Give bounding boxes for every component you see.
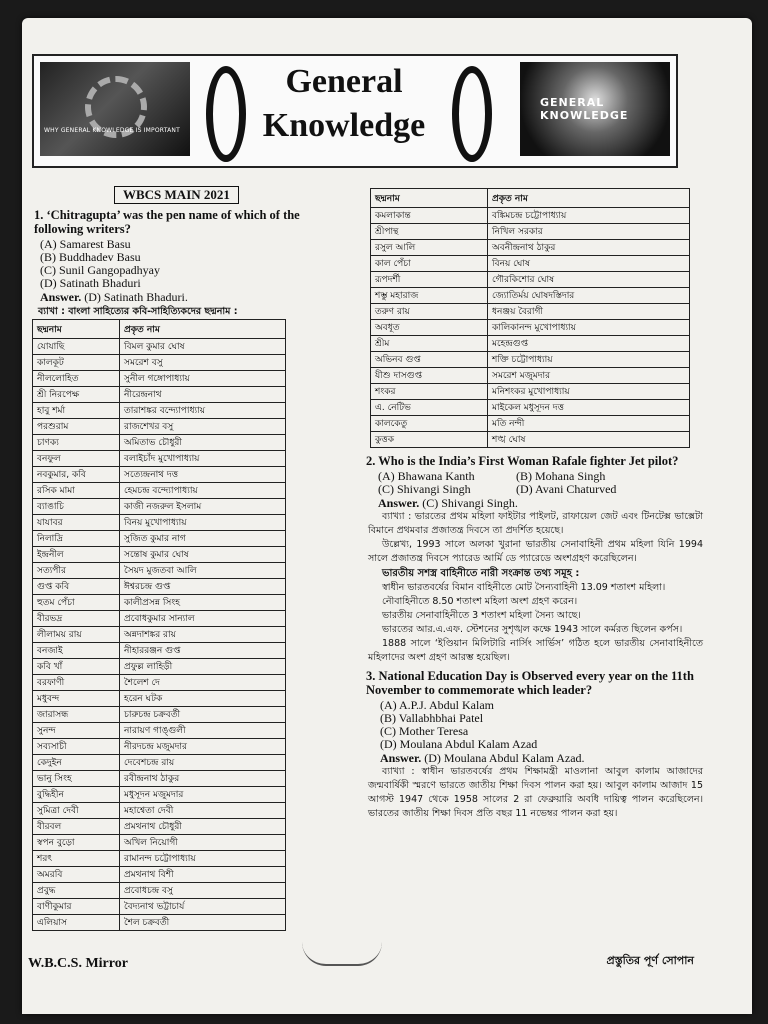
gk-head-image <box>40 62 190 156</box>
pen-name-table-left <box>32 319 286 931</box>
pen-name-cell: ইন্দ্রনীল <box>33 547 120 563</box>
table-row <box>33 803 286 819</box>
pen-name-cell: বনফুল <box>33 451 120 467</box>
right-column <box>362 188 707 821</box>
table-row <box>33 435 286 451</box>
magazine-page <box>22 18 752 1014</box>
real-name-cell: দেবেশচন্দ্র রায় <box>120 755 286 771</box>
pen-name-cell: অভিনব গুপ্ত <box>371 352 488 368</box>
pen-name-cell: রূপদর্শী <box>371 272 488 288</box>
real-name-cell: তারাশঙ্কর বন্দ্যোপাধ্যায় <box>120 403 286 419</box>
real-name-cell: শৈলেশ দে <box>120 675 286 691</box>
table-row <box>33 467 286 483</box>
table-header: প্রকৃত নাম <box>120 320 286 339</box>
real-name-cell: নারায়ণ গাঙ্গুলী <box>120 723 286 739</box>
table-row <box>33 739 286 755</box>
pen-name-cell: কাল পেঁচা <box>371 256 488 272</box>
footer-magazine-name: W.B.C.S. Mirror <box>28 956 128 971</box>
real-name-cell: নিখিল সরকার <box>488 224 690 240</box>
pen-name-cell: বীরভদ্র <box>33 611 120 627</box>
real-name-cell: কালিকানন্দ মুখোপাধ্যায় <box>488 320 690 336</box>
real-name-cell: রামানন্দ চট্টোপাধ্যায় <box>120 851 286 867</box>
table-row <box>33 851 286 867</box>
q3-option-b: (B) Vallabhbhai Patel <box>380 711 484 725</box>
real-name-cell: ঈশ্বরচন্দ্র গুপ্ত <box>120 579 286 595</box>
table-row <box>371 368 690 384</box>
real-name-cell: সত্যেন্দ্রনাথ দত্ত <box>120 467 286 483</box>
pen-name-cell: কমলাকান্ত <box>371 208 488 224</box>
pen-name-cell: স্বপন বুড়ো <box>33 835 120 851</box>
table-row <box>371 288 690 304</box>
table-row <box>33 787 286 803</box>
q2-option-c: (C) Shivangi Singh <box>378 482 471 496</box>
table-row <box>33 595 286 611</box>
real-name-cell: সমরেশ বসু <box>120 355 286 371</box>
q1-option-b: (B) Buddhadev Basu <box>40 250 141 264</box>
q2-options <box>378 470 707 496</box>
table-row <box>33 547 286 563</box>
real-name-cell: চারুচন্দ্র চক্রবর্তী <box>120 707 286 723</box>
exam-tag: WBCS MAIN 2021 <box>114 186 239 204</box>
real-name-cell: কাজী নজরুল ইসলাম <box>120 499 286 515</box>
real-name-cell: শৈল চক্রবর্তী <box>120 915 286 931</box>
footer-ornament <box>302 942 382 966</box>
real-name-cell: রাজশেখর বসু <box>120 419 286 435</box>
real-name-cell: শঙ্খ ঘোষ <box>488 432 690 448</box>
table-row <box>371 208 690 224</box>
table-row <box>371 256 690 272</box>
table-row <box>33 563 286 579</box>
q3-option-d: (D) Moulana Abdul Kalam Azad <box>380 737 538 751</box>
real-name-cell: সৈয়দ মুজতবা আলি <box>120 563 286 579</box>
pen-name-cell: কুত্তক <box>371 432 488 448</box>
table-row <box>33 723 286 739</box>
table-row <box>33 867 286 883</box>
pen-name-cell: হুতম পেঁচা <box>33 595 120 611</box>
q2-option-d: (D) Avani Chaturved <box>516 482 617 496</box>
table-row <box>371 240 690 256</box>
table-row <box>371 384 690 400</box>
real-name-cell: মহাশ্বেতা দেবী <box>120 803 286 819</box>
real-name-cell: বিমল কুমার ঘোষ <box>120 339 286 355</box>
real-name-cell: মাইকেল মধুসূদন দত্ত <box>488 400 690 416</box>
pen-name-cell: যাযাবর <box>33 515 120 531</box>
q3-explanation: ব্যাখ্যা : স্বাধীন ভারতবর্ষের প্রথম শিক্ষামন্ত্রী মাওলানা আবুল কালাম আজাদের জন্মবার্ষিকী স্মরণে ভারতে জাতীয় শিক্ষা দিবস পালন করা হয়। আবুল কালাম আজাদ 15 আগস্ট 1947 থেকে 1958 সালের 2 রা ফেব্রুয়ারি অবধি দায়িত্ব পালন করেছিলেন। ভারতের জাতীয় শিক্ষা দিবস প্রতি বছর 11 নভেম্বর পালন করা হয়। <box>368 766 703 819</box>
real-name-cell: গৌরকিশোর ঘোষ <box>488 272 690 288</box>
table-row <box>33 675 286 691</box>
pen-name-cell: শম্ভু মহারাজ <box>371 288 488 304</box>
table-row <box>33 531 286 547</box>
table-row <box>33 659 286 675</box>
header-banner <box>32 54 678 168</box>
real-name-cell: জ্যোতির্ময় ঘোষদস্তিদার <box>488 288 690 304</box>
q2-option-a: (A) Bhawana Kanth <box>378 469 475 483</box>
real-name-cell: প্রমথনাথ চৌধুরী <box>120 819 286 835</box>
pen-name-cell: কালকেতু <box>371 416 488 432</box>
real-name-cell: সমরেশ মজুমদার <box>488 368 690 384</box>
page-title: General Knowledge <box>262 63 426 144</box>
real-name-cell: সুনীল গঙ্গোপাধ্যায় <box>120 371 286 387</box>
table-row <box>33 419 286 435</box>
q2-fact: নৌবাহিনীতে 8.50 শতাংশ মহিলা অংশ গ্রহণ করেন। <box>382 596 578 607</box>
table-row <box>371 304 690 320</box>
q1-option-a: (A) Samarest Basu <box>40 237 131 251</box>
table-row <box>371 352 690 368</box>
pen-name-cell: ভানু সিংহ <box>33 771 120 787</box>
table-row <box>33 691 286 707</box>
real-name-cell: নীরেন্দ্রনাথ <box>120 387 286 403</box>
image-text: GENERAL KNOWLEDGE <box>540 96 629 122</box>
real-name-cell: নীরদচন্দ্র মজুমদার <box>120 739 286 755</box>
ring-ornament-right <box>452 66 492 162</box>
real-name-cell: সন্তোষ কুমার ঘোষ <box>120 547 286 563</box>
real-name-cell: মনিশংকর মুখোপাধ্যায় <box>488 384 690 400</box>
pen-name-cell: ব্যাঙাচি <box>33 499 120 515</box>
table-row <box>33 627 286 643</box>
pen-name-cell: শ্রীম <box>371 336 488 352</box>
gk-burst-image <box>520 62 670 156</box>
pen-name-cell: সুনন্দ <box>33 723 120 739</box>
pen-name-cell: কবি খাঁ <box>33 659 120 675</box>
real-name-cell: বৈদ্যনাথ ভট্টাচার্য <box>120 899 286 915</box>
pen-name-cell: যোযাছি <box>33 339 120 355</box>
real-name-cell: অবনীন্দ্রনাথ ঠাকুর <box>488 240 690 256</box>
pen-name-cell: অবধূত <box>371 320 488 336</box>
pen-name-cell: অমরবি <box>33 867 120 883</box>
pen-name-cell: প্রবুদ্ধ <box>33 883 120 899</box>
real-name-cell: প্রবোধচন্দ্র বসু <box>120 883 286 899</box>
real-name-cell: বলাইচাঁদ মুখোপাধ্যায় <box>120 451 286 467</box>
pen-name-cell: হাবু শর্মা <box>33 403 120 419</box>
table-row <box>371 432 690 448</box>
pen-name-cell: শংকর <box>371 384 488 400</box>
table-row <box>33 515 286 531</box>
real-name-cell: হেমচন্দ্র বন্দ্যোপাধ্যায় <box>120 483 286 499</box>
table-row <box>33 819 286 835</box>
real-name-cell: বিনয় ঘোষ <box>488 256 690 272</box>
pen-name-cell: নীললোহিত <box>33 371 120 387</box>
pen-name-cell: রসুল আলি <box>371 240 488 256</box>
pen-name-cell: শ্রী নিরপেক্ষ <box>33 387 120 403</box>
table-row <box>33 755 286 771</box>
image-caption: WHY GENERAL KNOWLEDGE IS IMPORTANT <box>44 127 180 134</box>
table-row <box>371 320 690 336</box>
pen-name-cell: কালকূট <box>33 355 120 371</box>
pen-name-cell: বাণীকুমার <box>33 899 120 915</box>
table-row <box>33 915 286 931</box>
q2-fact: 1888 সালে ‘ইণ্ডিয়ান মিলিটারি নার্সিং সার্ভিস’ গঠিত হলে ভারতীয় সেনাবাহিনীতে মহিলাদের অংশ গ্রহণ আরম্ভ হয়েছিল। <box>368 638 703 663</box>
pen-name-cell: রসিক মামা <box>33 483 120 499</box>
q2-fact: ভারতীয় সেনাবাহিনীতে 3 শতাংশ মহিলা সৈন্য আছে। <box>382 610 581 621</box>
real-name-cell: প্রবোধকুমার সান্যাল <box>120 611 286 627</box>
table-row <box>371 416 690 432</box>
real-name-cell: প্রফুল্ল লাহিড়ী <box>120 659 286 675</box>
real-name-cell: নীহাররঞ্জন গুপ্ত <box>120 643 286 659</box>
pen-name-cell: বনজাই <box>33 643 120 659</box>
q2-note: উল্লেখ্য, 1993 সালে অলকা খুরানা ভারতীয় সেনাবাহিনী প্রথম মহিলা যিনি 1994 সালে প্রজাতন্ত্র দিবসে প্যারেড আর্মি ডে প্যারেডে অংশগ্রহণ করেছিলেন। <box>368 539 703 564</box>
table-row <box>33 339 286 355</box>
q2-subheading: ভারতীয় সশস্ত্র বাহিনীতে নারী সংক্রান্ত তথ্য সমূহ : <box>382 568 580 579</box>
real-name-cell: কালীপ্রসন্ন সিংহ <box>120 595 286 611</box>
q2-fact: স্বাধীন ভারতবর্ষের বিমান বাহিনীতে মোট সৈন্যবাহিনী 13.09 শতাংশ মহিলা। <box>382 582 666 593</box>
pen-name-cell: এলিয়াস <box>33 915 120 931</box>
pen-name-cell: শরৎ <box>33 851 120 867</box>
table-row <box>33 499 286 515</box>
q1-option-c: (C) Sunil Gangopadhyay <box>40 263 160 277</box>
pen-name-cell: সুমিত্রা দেবী <box>33 803 120 819</box>
q2-answer: Answer. (C) Shivangi Singh. <box>378 496 518 510</box>
table-row <box>33 611 286 627</box>
real-name-cell: অখিল নিয়োগী <box>120 835 286 851</box>
q2-option-b: (B) Mohana Singh <box>516 469 606 483</box>
table-row <box>33 403 286 419</box>
table-row <box>33 483 286 499</box>
table-row <box>371 336 690 352</box>
pen-name-cell: সব্যসাচী <box>33 739 120 755</box>
pen-name-cell: তরুণ রায় <box>371 304 488 320</box>
q3-option-c: (C) Mother Teresa <box>380 724 469 738</box>
pen-name-cell: নবকুমার, কবি <box>33 467 120 483</box>
table-row <box>371 400 690 416</box>
table-row <box>33 883 286 899</box>
pen-name-cell: সত্যপীর <box>33 563 120 579</box>
table-row <box>33 355 286 371</box>
table-row <box>33 643 286 659</box>
pen-name-table-right <box>370 188 690 448</box>
table-row <box>33 387 286 403</box>
pen-name-cell: জারাসন্ধ <box>33 707 120 723</box>
pen-name-cell: এ. নেটিভ <box>371 400 488 416</box>
real-name-cell: হরেন ঘটক <box>120 691 286 707</box>
table-header: প্রকৃত নাম <box>488 189 690 208</box>
left-column <box>30 184 350 931</box>
question-3: 3. National Education Day is Observed every year on the 11th November to commemorate which leader? <box>366 669 694 697</box>
pen-name-cell: শ্রীপান্থ <box>371 224 488 240</box>
table-row <box>33 707 286 723</box>
q3-option-a: (A) A.P.J. Abdul Kalam <box>380 698 494 712</box>
pen-name-cell: যীশু দাসগুপ্ত <box>371 368 488 384</box>
question-1: 1. ‘Chitragupta’ was the pen name of which of the following writers? <box>34 208 300 236</box>
real-name-cell: অমিতাভ চৌধুরী <box>120 435 286 451</box>
pen-name-cell: পরশুরাম <box>33 419 120 435</box>
pen-name-cell: বরফাণী <box>33 675 120 691</box>
q1-explanation: ব্যাখা : বাংলা সাহিত্যের কবি-সাহিত্যিকদের ছদ্মনাম : <box>38 306 238 317</box>
footer-tagline: প্রস্তুতির পূর্ণ সোপান <box>606 954 694 967</box>
pen-name-cell: বুদ্ধিহীন <box>33 787 120 803</box>
table-row <box>33 835 286 851</box>
pen-name-cell: চাণক্য <box>33 435 120 451</box>
ring-ornament-left <box>206 66 246 162</box>
table-row <box>33 899 286 915</box>
q2-fact: ভারতের আর.এ.এফ. স্টেশনের সুশৃঙ্খল কক্ষে 1943 সালে কর্মরত ছিলেন কর্পস। <box>382 624 683 635</box>
table-header: ছদ্মনাম <box>371 189 488 208</box>
real-name-cell: শক্তি চট্টোপাধ্যায় <box>488 352 690 368</box>
real-name-cell: ধনঞ্জয় বৈরাগী <box>488 304 690 320</box>
q1-option-d: (D) Satinath Bhaduri <box>40 276 141 290</box>
real-name-cell: মধুসূদন মজুমদার <box>120 787 286 803</box>
real-name-cell: বঙ্কিমচন্দ্র চট্টোপাধ্যায় <box>488 208 690 224</box>
table-row <box>371 224 690 240</box>
table-row <box>33 771 286 787</box>
real-name-cell: মতি নন্দী <box>488 416 690 432</box>
real-name-cell: প্রমথনাথ বিশী <box>120 867 286 883</box>
real-name-cell: মহেন্দ্রগুপ্ত <box>488 336 690 352</box>
pen-name-cell: লীলাময় রায় <box>33 627 120 643</box>
real-name-cell: সুজিত কুমার নাগ <box>120 531 286 547</box>
table-row <box>33 451 286 467</box>
pen-name-cell: গুপ্ত কবি <box>33 579 120 595</box>
real-name-cell: বিনয় মুখোপাধ্যায় <box>120 515 286 531</box>
pen-name-cell: মধুবন্দ <box>33 691 120 707</box>
q3-answer: Answer. (D) Moulana Abdul Kalam Azad. <box>380 751 585 765</box>
real-name-cell: অন্নদাশঙ্কর রায় <box>120 627 286 643</box>
question-2: 2. Who is the India’s First Woman Rafale fighter Jet pilot? <box>366 454 679 468</box>
table-row <box>33 371 286 387</box>
table-header: ছদ্মনাম <box>33 320 120 339</box>
pen-name-cell: নিলাদ্রি <box>33 531 120 547</box>
real-name-cell: রবীন্দ্রনাথ ঠাকুর <box>120 771 286 787</box>
q2-explanation: ব্যাখ্যা : ভারতের প্রথম মহিলা ফাইটার পাইলট, রাফায়েল জেট এবং টিনটেক্স ভাক্সেটা বিমানে প্রথমবার প্রজাতন্ত্র দিবসে তা প্রদর্শিত হয়েছে। <box>368 511 703 536</box>
pen-name-cell: কেদুইন <box>33 755 120 771</box>
q1-answer: Answer. (D) Satinath Bhaduri. <box>40 290 188 304</box>
pen-name-cell: বীরবল <box>33 819 120 835</box>
table-row <box>33 579 286 595</box>
table-row <box>371 272 690 288</box>
